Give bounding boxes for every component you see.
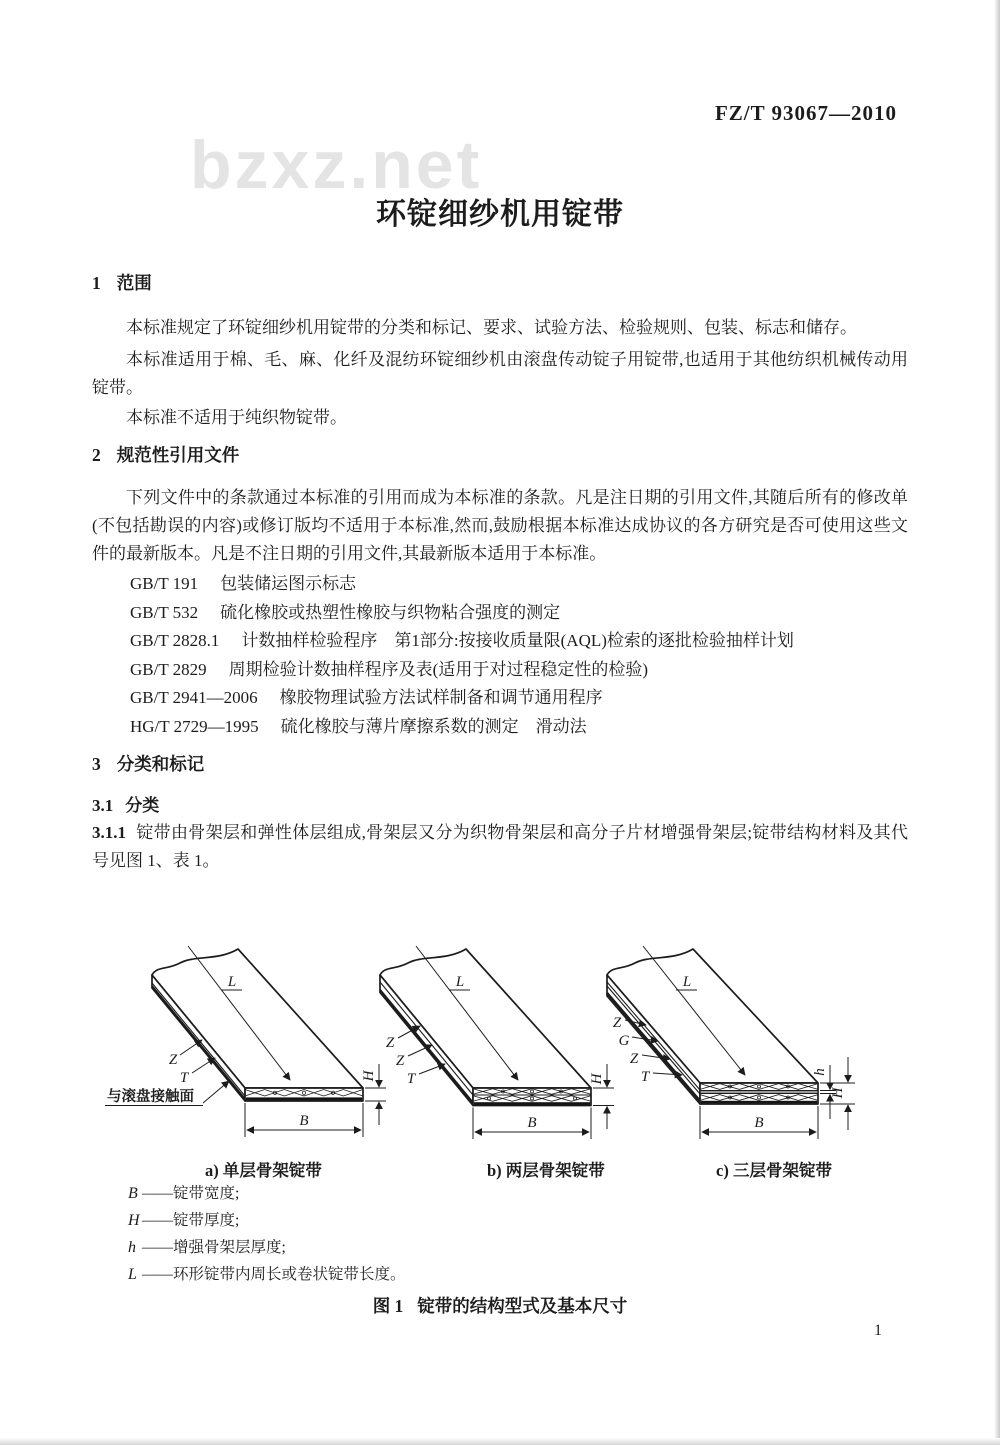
reference-code: GB/T 532 xyxy=(130,602,199,622)
legend-item-h xyxy=(128,1234,406,1261)
label-thickness-H: H xyxy=(589,1073,605,1085)
figure-1-caption-label: 图 1 xyxy=(372,1296,404,1316)
legend-symbol: B xyxy=(128,1185,138,1202)
reference-item xyxy=(130,599,908,628)
reference-code: GB/T 2941—2006 xyxy=(130,688,258,707)
scan-edge-bottom xyxy=(0,1438,1000,1445)
section-3-1-number: 3.1 xyxy=(92,796,114,815)
watermark: bzxz.net xyxy=(190,127,483,203)
figure-1-caption-text: 锭带的结构型式及基本尺寸 xyxy=(417,1296,628,1316)
label-fabric-Z: Z xyxy=(168,1052,178,1068)
section-2-paragraph-1: 下列文件中的条款通过本标准的引用而成为本标准的条款。凡是注日期的引用文件,其随后所有的修改单(不包括勘误的内容)或修订版均不适用于本标准,然而,鼓励根据本标准达成协议的各方研究是否可使用这些文件的最新版本。凡是不注日期的引用文件,其最新版本适用于本标准。 xyxy=(92,488,908,563)
section-2-number: 2 xyxy=(92,445,101,465)
label-thickness-H: H xyxy=(830,1087,846,1099)
label-elastomer-T: T xyxy=(179,1070,189,1086)
label-elastomer-T: T xyxy=(406,1071,416,1087)
section-1-number: 1 xyxy=(92,273,101,293)
clause-3-1-1-number: 3.1.1 xyxy=(92,823,126,842)
legend-desc: ——锭带宽度; xyxy=(142,1185,240,1202)
label-width-B: B xyxy=(754,1115,764,1131)
reference-title: 周期检验计数抽样程序及表(适用于对过程稳定性的检验) xyxy=(228,659,648,679)
label-width-B: B xyxy=(527,1115,537,1131)
section-1-paragraph-2: 本标准适用于棉、毛、麻、化纤及混纺环锭细纱机由滚盘传动锭子用锭带,也适用于其他纺织机械传动用锭带。 xyxy=(92,350,908,397)
reference-item xyxy=(130,713,908,742)
subcaption-c: c) 三层骨架锭带 xyxy=(716,1161,832,1180)
reference-item xyxy=(130,656,908,685)
legend-desc: ——锭带厚度; xyxy=(142,1212,240,1229)
section-2-title: 规范性引用文件 xyxy=(116,445,240,465)
section-3-1-heading xyxy=(92,791,908,816)
reference-item xyxy=(130,570,908,599)
label-length-L: L xyxy=(682,974,692,990)
reference-title: 包装储运图示标志 xyxy=(220,574,357,593)
page-number: 1 xyxy=(874,1322,882,1339)
legend-symbol: L xyxy=(128,1266,137,1283)
section-1-paragraph-3: 本标准不适用于纯织物锭带。 xyxy=(126,408,347,427)
label-fabric-Z: Z xyxy=(629,1051,639,1067)
subcaption-a: a) 单层骨架锭带 xyxy=(205,1161,322,1180)
label-length-L: L xyxy=(455,974,465,990)
legend-item-L xyxy=(128,1261,406,1288)
reference-code: GB/T 191 xyxy=(130,574,199,593)
section-3-number: 3 xyxy=(92,754,101,774)
section-3-1-title: 分类 xyxy=(125,796,160,815)
diagram-two-layer-belt xyxy=(380,946,614,1139)
reference-title: 橡胶物理试验方法试样制备和调节通用程序 xyxy=(279,688,603,707)
section-1-heading xyxy=(92,270,908,295)
reference-title: 计数抽样检验程序 第1部分:按接收质量限(AQL)检索的逐批检验抽样计划 xyxy=(241,631,794,650)
legend-item-H xyxy=(128,1207,406,1234)
clause-3-1-1-text: 锭带由骨架层和弹性体层组成,骨架层又分为织物骨架层和高分子片材增强骨架层;锭带结构材料及其代号见图 1、表 1。 xyxy=(92,823,908,870)
reference-item xyxy=(130,684,908,713)
label-reinforce-thickness-h: h xyxy=(812,1068,828,1076)
reference-code: GB/T 2828.1 xyxy=(130,631,220,650)
page-title: 环锭细纱机用锭带 xyxy=(376,198,624,231)
label-roller-contact-surface: 与滚盘接触面 xyxy=(107,1089,194,1105)
subcaption-b: b) 两层骨架锭带 xyxy=(487,1161,605,1180)
label-reinforce-G: G xyxy=(618,1033,630,1049)
clause-3-1-1 xyxy=(92,819,908,875)
label-fabric-Z: Z xyxy=(395,1053,405,1069)
figure-1-caption xyxy=(0,1293,1000,1318)
section-1-title: 范围 xyxy=(116,273,152,293)
label-fabric-Z: Z xyxy=(612,1015,622,1031)
legend-desc: ——增强骨架层厚度; xyxy=(142,1239,286,1256)
figure-legend xyxy=(128,1180,406,1288)
diagram-single-layer-belt xyxy=(105,946,386,1137)
label-elastomer-T: T xyxy=(640,1069,650,1085)
reference-item xyxy=(130,627,908,656)
reference-title: 硫化橡胶或热塑性橡胶与织物粘合强度的测定 xyxy=(220,602,561,622)
diagram-three-layer-belt xyxy=(607,946,855,1139)
section-1-paragraph-1: 本标准规定了环锭细纱机用锭带的分类和标记、要求、试验方法、检验规则、包装、标志和储存。 xyxy=(126,318,857,337)
legend-item-B xyxy=(128,1180,406,1207)
standard-number: FZ/T 93067—2010 xyxy=(714,101,897,125)
reference-code: HG/T 2729—1995 xyxy=(130,716,259,736)
reference-code: GB/T 2829 xyxy=(130,659,207,679)
section-3-title: 分类和标记 xyxy=(116,754,205,774)
label-fabric-Z: Z xyxy=(385,1035,395,1051)
section-2-heading xyxy=(92,442,908,467)
legend-symbol: H xyxy=(128,1212,140,1229)
legend-desc: ——环形锭带内周长或卷状锭带长度。 xyxy=(142,1266,406,1283)
label-width-B: B xyxy=(299,1113,309,1129)
normative-references-list xyxy=(130,570,908,741)
reference-title: 硫化橡胶与薄片摩擦系数的测定 滑动法 xyxy=(280,716,587,736)
legend-symbol: h xyxy=(128,1239,136,1256)
label-length-L: L xyxy=(227,974,237,990)
label-thickness-H: H xyxy=(361,1070,377,1082)
figure-1-drawing xyxy=(85,933,935,1178)
section-3-heading xyxy=(92,751,908,776)
